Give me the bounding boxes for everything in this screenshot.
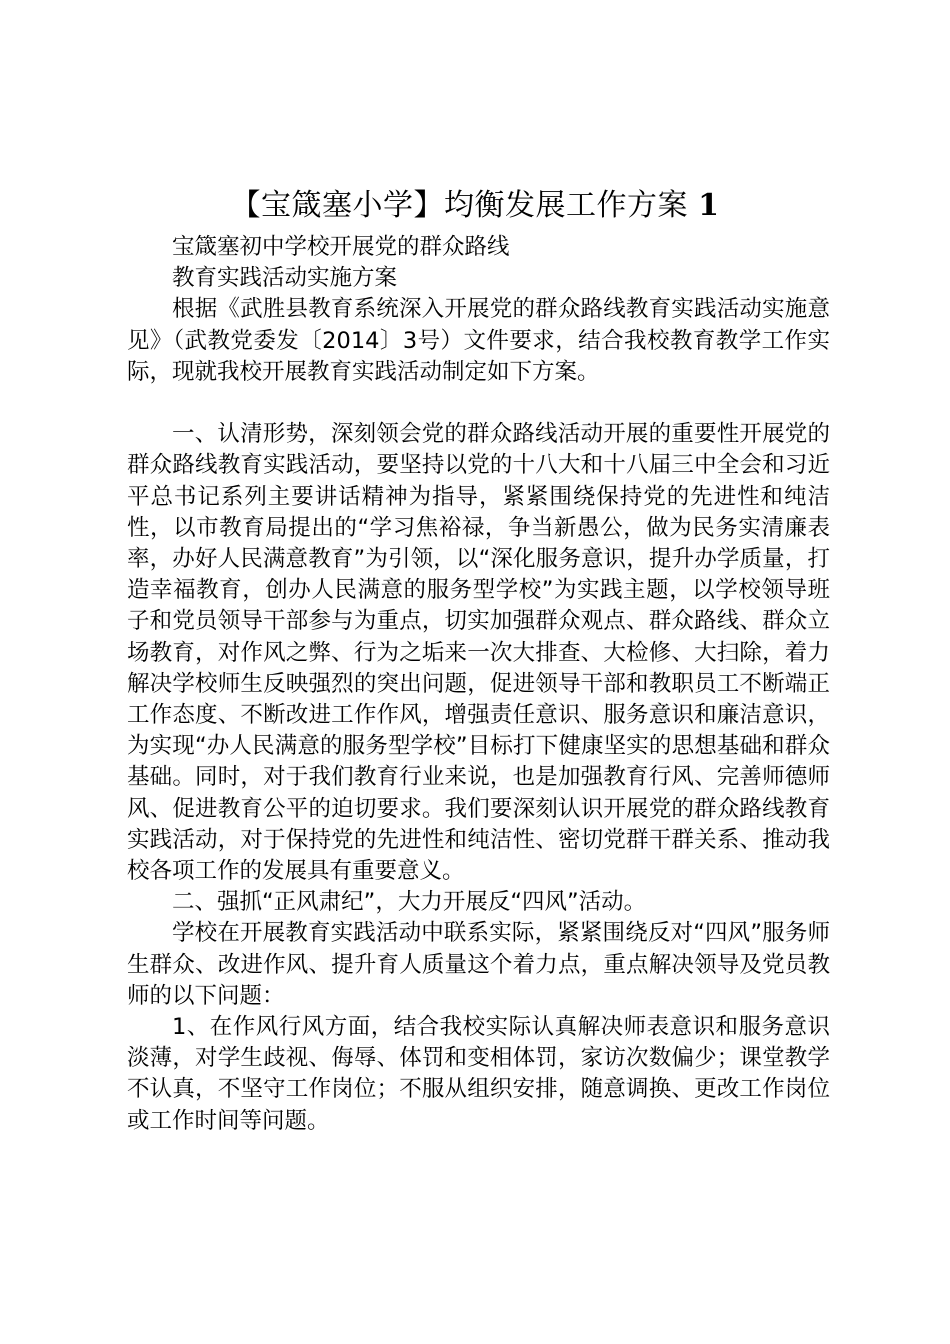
blank-line [127, 388, 830, 419]
paragraph-basis: 根据《武胜县教育系统深入开展党的群众路线教育实践活动实施意见》（武教党委发〔2014〕3号）文件要求，结合我校教育教学工作实际，现就我校开展教育实践活动制定如下方案。 [127, 296, 830, 385]
document-body [127, 232, 830, 1137]
subtitle-line-2: 教育实践活动实施方案 [172, 265, 398, 292]
paragraph-section-two-body: 学校在开展教育实践活动中联系实际，紧紧围绕反对“四风”服务师生群众、改进作风、提升育人质量这个着力点，重点解决领导及党员教师的以下问题： [127, 920, 830, 1009]
subtitle-line-1: 宝箴塞初中学校开展党的群众路线 [172, 234, 510, 260]
paragraph-item-one: 1、在作风行风方面，结合我校实际认真解决师表意识和服务意识淡薄，对学生歧视、侮辱、体罚和变相体罚，家访次数偏少；课堂教学不认真，不坚守工作岗位；不服从组织安排，随意调换、更改工作岗位或工作时间等问题。 [127, 1014, 830, 1134]
document-title [0, 184, 950, 228]
paragraph-section-two-heading: 二、强抓“正风肃纪”，大力开展反“四风”活动。 [172, 889, 647, 916]
title-text: 【宝箴塞小学】均衡发展工作方案 [230, 188, 689, 223]
title-number: 1 [698, 188, 720, 223]
paragraph-section-one: 一、认清形势，深刻领会党的群众路线活动开展的重要性开展党的群众路线教育实践活动，要坚持以党的十八大和十八届三中全会和习近平总书记系列主要讲话精神为指导，紧紧围绕保持党的先进性和纯洁性，以市教育局提出的“学习焦裕禄，争当新愚公，做为民务实清廉表率，办好人民满意教育”为引领，以“深化服务意识，提升办学质量，打造幸福教育，创办人民满意的服务型学校”为实践主题，以学校领导班子和党员领导干部参与为重点，切实加强群众观点、群众路线、群众立场教育，对作风之弊、行为之垢来一次大排查、大检修、大扫除，着力解决学校师生反映强烈的突出问题，促进领导干部和教职员工不断端正工作态度、不断改进工作作风，增强责任意识、服务意识和廉洁意识，为实现“办人民满意的服务型学校”目标打下健康坚实的思想基础和群众基础。同时，对于我们教育行业来说，也是加强教育行风、完善师德师风、促进教育公平的迫切要求。我们要深刻认识开展党的群众路线教育实践活动，对于保持党的先进性和纯洁性、密切党群干群关系、推动我校各项工作的发展具有重要意义。 [127, 421, 830, 885]
